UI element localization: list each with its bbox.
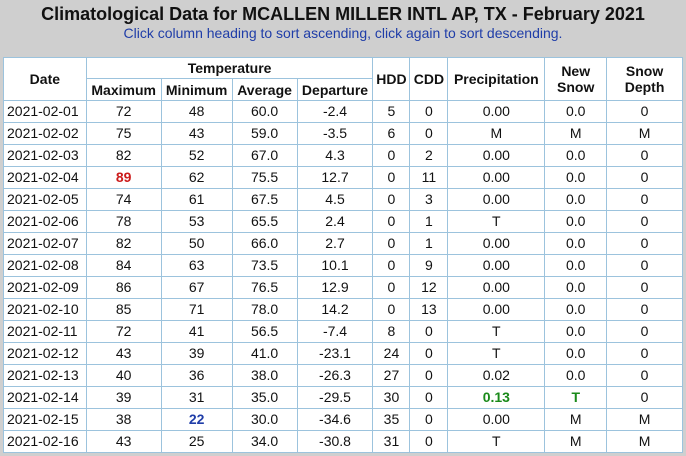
date-cell: 2021-02-06 xyxy=(4,211,87,233)
table-row xyxy=(4,211,683,233)
cdd-cell: 12 xyxy=(410,277,448,299)
cdd-cell: 1 xyxy=(410,211,448,233)
column-header-date[interactable]: Date xyxy=(4,58,87,101)
min-temp-cell: 50 xyxy=(161,233,232,255)
date-cell: 2021-02-04 xyxy=(4,167,87,189)
new-snow-cell: 0.0 xyxy=(545,211,607,233)
column-header-precipitation[interactable]: Precipitation xyxy=(448,58,545,101)
date-cell: 2021-02-02 xyxy=(4,123,87,145)
date-cell: 2021-02-07 xyxy=(4,233,87,255)
min-temp-cell: 31 xyxy=(161,387,232,409)
snow-depth-cell: 0 xyxy=(607,233,683,255)
precipitation-cell: 0.00 xyxy=(448,277,545,299)
avg-temp-cell: 67.5 xyxy=(232,189,297,211)
date-cell: 2021-02-14 xyxy=(4,387,87,409)
cdd-cell: 3 xyxy=(410,189,448,211)
min-temp-cell: 62 xyxy=(161,167,232,189)
table-row xyxy=(4,277,683,299)
table-row xyxy=(4,321,683,343)
departure-cell: 4.5 xyxy=(297,189,373,211)
precipitation-cell: T xyxy=(448,343,545,365)
cdd-cell: 11 xyxy=(410,167,448,189)
hdd-cell: 31 xyxy=(373,431,410,453)
precipitation-cell: 0.00 xyxy=(448,233,545,255)
cdd-cell: 0 xyxy=(410,365,448,387)
hdd-cell: 0 xyxy=(373,255,410,277)
max-temp-cell: 85 xyxy=(86,299,161,321)
min-temp-cell: 48 xyxy=(161,101,232,123)
hdd-cell: 0 xyxy=(373,189,410,211)
table-row xyxy=(4,431,683,453)
avg-temp-cell: 78.0 xyxy=(232,299,297,321)
max-temp-cell: 38 xyxy=(86,409,161,431)
max-temp-cell: 78 xyxy=(86,211,161,233)
column-header-new-snow[interactable]: New Snow xyxy=(545,58,607,101)
hdd-cell: 0 xyxy=(373,277,410,299)
date-cell: 2021-02-13 xyxy=(4,365,87,387)
new-snow-cell: 0.0 xyxy=(545,365,607,387)
hdd-cell: 0 xyxy=(373,167,410,189)
max-temp-cell: 86 xyxy=(86,277,161,299)
min-temp-cell: 39 xyxy=(161,343,232,365)
table-row xyxy=(4,343,683,365)
new-snow-cell: 0.0 xyxy=(545,299,607,321)
cdd-cell: 0 xyxy=(410,101,448,123)
date-cell: 2021-02-16 xyxy=(4,431,87,453)
snow-depth-cell: M xyxy=(607,431,683,453)
max-temp-cell: 82 xyxy=(86,233,161,255)
min-temp-cell: 71 xyxy=(161,299,232,321)
max-temp-cell: 72 xyxy=(86,321,161,343)
cdd-cell: 0 xyxy=(410,431,448,453)
cdd-cell: 0 xyxy=(410,321,448,343)
date-cell: 2021-02-10 xyxy=(4,299,87,321)
new-snow-cell: M xyxy=(545,409,607,431)
min-temp-cell: 25 xyxy=(161,431,232,453)
column-header-cdd[interactable]: CDD xyxy=(410,58,448,101)
cdd-cell: 0 xyxy=(410,343,448,365)
date-cell: 2021-02-15 xyxy=(4,409,87,431)
min-temp-cell: 41 xyxy=(161,321,232,343)
max-temp-cell: 39 xyxy=(86,387,161,409)
snow-depth-cell: 0 xyxy=(607,387,683,409)
avg-temp-cell: 30.0 xyxy=(232,409,297,431)
max-temp-cell: 84 xyxy=(86,255,161,277)
min-temp-cell: 63 xyxy=(161,255,232,277)
table-row xyxy=(4,409,683,431)
avg-temp-cell: 41.0 xyxy=(232,343,297,365)
snow-depth-cell: 0 xyxy=(607,343,683,365)
max-temp-cell: 82 xyxy=(86,145,161,167)
snow-depth-cell: M xyxy=(607,123,683,145)
avg-temp-cell: 56.5 xyxy=(232,321,297,343)
snow-depth-cell: 0 xyxy=(607,255,683,277)
new-snow-cell: 0.0 xyxy=(545,189,607,211)
table-row xyxy=(4,167,683,189)
precipitation-cell: 0.00 xyxy=(448,167,545,189)
column-header-snow-depth[interactable]: Snow Depth xyxy=(607,58,683,101)
departure-cell: -29.5 xyxy=(297,387,373,409)
snow-depth-cell: 0 xyxy=(607,189,683,211)
precipitation-cell: T xyxy=(448,321,545,343)
cdd-cell: 13 xyxy=(410,299,448,321)
precipitation-cell: 0.13 xyxy=(448,387,545,409)
column-header-average[interactable]: Average xyxy=(232,79,297,101)
hdd-cell: 0 xyxy=(373,145,410,167)
new-snow-cell: 0.0 xyxy=(545,101,607,123)
column-header-minimum[interactable]: Minimum xyxy=(161,79,232,101)
max-temp-cell: 43 xyxy=(86,343,161,365)
hdd-cell: 0 xyxy=(373,299,410,321)
min-temp-cell: 43 xyxy=(161,123,232,145)
table-row xyxy=(4,145,683,167)
snow-depth-cell: 0 xyxy=(607,101,683,123)
table-row xyxy=(4,365,683,387)
departure-cell: -3.5 xyxy=(297,123,373,145)
hdd-cell: 0 xyxy=(373,211,410,233)
max-temp-cell: 74 xyxy=(86,189,161,211)
date-cell: 2021-02-12 xyxy=(4,343,87,365)
precipitation-cell: T xyxy=(448,431,545,453)
max-temp-cell: 75 xyxy=(86,123,161,145)
hdd-cell: 6 xyxy=(373,123,410,145)
date-cell: 2021-02-09 xyxy=(4,277,87,299)
hdd-cell: 24 xyxy=(373,343,410,365)
precipitation-cell: M xyxy=(448,123,545,145)
min-temp-cell: 36 xyxy=(161,365,232,387)
departure-cell: 2.7 xyxy=(297,233,373,255)
snow-depth-cell: 0 xyxy=(607,321,683,343)
hdd-cell: 0 xyxy=(373,233,410,255)
precipitation-cell: 0.00 xyxy=(448,299,545,321)
hdd-cell: 27 xyxy=(373,365,410,387)
avg-temp-cell: 59.0 xyxy=(232,123,297,145)
sort-instructions: Click column heading to sort ascending, click again to sort descending. xyxy=(123,25,563,41)
page-title: Climatological Data for MCALLEN MILLER INTL AP, TX - February 2021 xyxy=(41,4,645,24)
departure-cell: -7.4 xyxy=(297,321,373,343)
departure-cell: -30.8 xyxy=(297,431,373,453)
departure-cell: 4.3 xyxy=(297,145,373,167)
snow-depth-cell: M xyxy=(607,409,683,431)
departure-cell: 10.1 xyxy=(297,255,373,277)
new-snow-cell: 0.0 xyxy=(545,343,607,365)
departure-cell: 12.9 xyxy=(297,277,373,299)
cdd-cell: 1 xyxy=(410,233,448,255)
cdd-cell: 0 xyxy=(410,123,448,145)
new-snow-cell: 0.0 xyxy=(545,321,607,343)
avg-temp-cell: 38.0 xyxy=(232,365,297,387)
avg-temp-cell: 34.0 xyxy=(232,431,297,453)
hdd-cell: 5 xyxy=(373,101,410,123)
max-temp-cell: 43 xyxy=(86,431,161,453)
new-snow-cell: 0.0 xyxy=(545,167,607,189)
avg-temp-cell: 73.5 xyxy=(232,255,297,277)
date-cell: 2021-02-11 xyxy=(4,321,87,343)
column-group-temperature: Temperature xyxy=(86,58,373,79)
table-body xyxy=(4,101,683,453)
date-cell: 2021-02-01 xyxy=(4,101,87,123)
new-snow-cell: 0.0 xyxy=(545,145,607,167)
max-temp-cell: 72 xyxy=(86,101,161,123)
departure-cell: 12.7 xyxy=(297,167,373,189)
hdd-cell: 8 xyxy=(373,321,410,343)
precipitation-cell: 0.00 xyxy=(448,189,545,211)
avg-temp-cell: 65.5 xyxy=(232,211,297,233)
min-temp-cell: 52 xyxy=(161,145,232,167)
precipitation-cell: 0.00 xyxy=(448,101,545,123)
date-cell: 2021-02-08 xyxy=(4,255,87,277)
snow-depth-cell: 0 xyxy=(607,211,683,233)
date-cell: 2021-02-03 xyxy=(4,145,87,167)
column-header-maximum[interactable]: Maximum xyxy=(86,79,161,101)
precipitation-cell: 0.02 xyxy=(448,365,545,387)
min-temp-cell: 61 xyxy=(161,189,232,211)
avg-temp-cell: 67.0 xyxy=(232,145,297,167)
snow-depth-cell: 0 xyxy=(607,277,683,299)
hdd-cell: 35 xyxy=(373,409,410,431)
new-snow-cell: 0.0 xyxy=(545,277,607,299)
max-temp-cell: 40 xyxy=(86,365,161,387)
table-row xyxy=(4,387,683,409)
departure-cell: -26.3 xyxy=(297,365,373,387)
departure-cell: -2.4 xyxy=(297,101,373,123)
cdd-cell: 9 xyxy=(410,255,448,277)
precipitation-cell: 0.00 xyxy=(448,255,545,277)
table-row xyxy=(4,123,683,145)
column-header-departure[interactable]: Departure xyxy=(297,79,373,101)
date-cell: 2021-02-05 xyxy=(4,189,87,211)
table-row xyxy=(4,101,683,123)
table-row xyxy=(4,233,683,255)
snow-depth-cell: 0 xyxy=(607,145,683,167)
avg-temp-cell: 35.0 xyxy=(232,387,297,409)
max-temp-cell: 89 xyxy=(86,167,161,189)
departure-cell: -34.6 xyxy=(297,409,373,431)
climate-table xyxy=(3,57,683,453)
avg-temp-cell: 75.5 xyxy=(232,167,297,189)
new-snow-cell: M xyxy=(545,123,607,145)
new-snow-cell: 0.0 xyxy=(545,255,607,277)
avg-temp-cell: 76.5 xyxy=(232,277,297,299)
cdd-cell: 0 xyxy=(410,409,448,431)
table-row xyxy=(4,299,683,321)
precipitation-cell: 0.00 xyxy=(448,409,545,431)
min-temp-cell: 67 xyxy=(161,277,232,299)
min-temp-cell: 53 xyxy=(161,211,232,233)
departure-cell: -23.1 xyxy=(297,343,373,365)
snow-depth-cell: 0 xyxy=(607,365,683,387)
min-temp-cell: 22 xyxy=(161,409,232,431)
cdd-cell: 0 xyxy=(410,387,448,409)
new-snow-cell: 0.0 xyxy=(545,233,607,255)
snow-depth-cell: 0 xyxy=(607,299,683,321)
precipitation-cell: 0.00 xyxy=(448,145,545,167)
snow-depth-cell: 0 xyxy=(607,167,683,189)
departure-cell: 14.2 xyxy=(297,299,373,321)
new-snow-cell: M xyxy=(545,431,607,453)
cdd-cell: 2 xyxy=(410,145,448,167)
column-header-hdd[interactable]: HDD xyxy=(373,58,410,101)
hdd-cell: 30 xyxy=(373,387,410,409)
departure-cell: 2.4 xyxy=(297,211,373,233)
new-snow-cell: T xyxy=(545,387,607,409)
table-row xyxy=(4,255,683,277)
avg-temp-cell: 66.0 xyxy=(232,233,297,255)
precipitation-cell: T xyxy=(448,211,545,233)
table-row xyxy=(4,189,683,211)
avg-temp-cell: 60.0 xyxy=(232,101,297,123)
